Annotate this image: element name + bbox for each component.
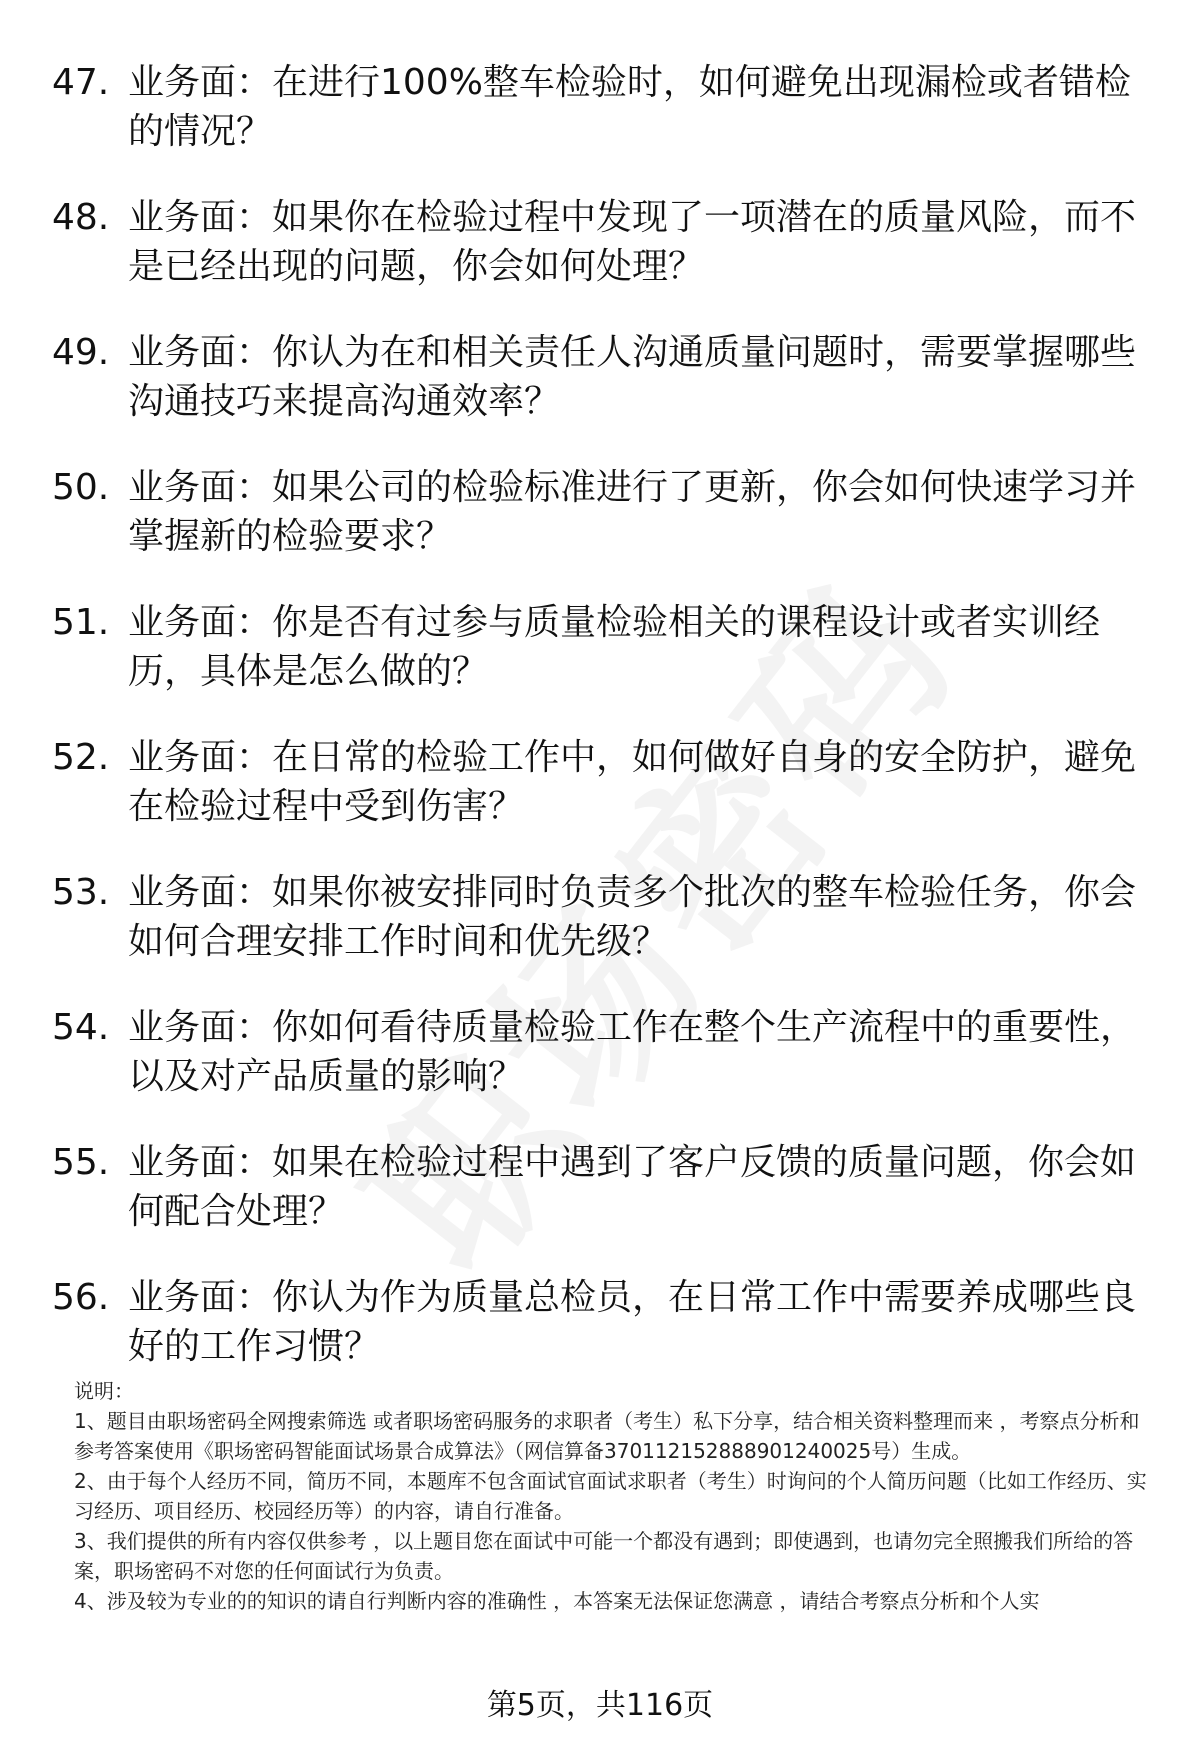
question-list xyxy=(52,58,1152,1408)
notes-section xyxy=(74,1376,1154,1616)
question-item xyxy=(52,58,1152,156)
question-text: 业务面：如果你在检验过程中发现了一项潜在的质量风险，而不是已经出现的问题，你会如何处理？ xyxy=(128,197,1137,287)
note-item: 2、由于每个人经历不同，简历不同，本题库不包含面试官面试求职者（考生）时询问的个人简历问题（比如工作经历、实习经历、项目经历、校园经历等）的内容，请自行准备。 xyxy=(74,1469,1147,1523)
question-item xyxy=(52,868,1152,966)
question-number: 54. xyxy=(52,1007,110,1048)
question-text: 业务面：在日常的检验工作中，如何做好自身的安全防护，避免在检验过程中受到伤害？ xyxy=(128,737,1137,827)
question-number: 49. xyxy=(52,332,110,373)
note-item: 3、我们提供的所有内容仅供参考 ，以上题目您在面试中可能一个都没有遇到；即使遇到，也请勿完全照搬我们所给的答案，职场密码不对您的任何面试行为负责。 xyxy=(74,1529,1134,1583)
page-footer: 第5页，共116页 xyxy=(486,1688,714,1723)
question-text: 业务面：如果你被安排同时负责多个批次的整车检验任务，你会如何合理安排工作时间和优先级？ xyxy=(128,872,1137,962)
question-item xyxy=(52,598,1152,696)
note-item: 1、题目由职场密码全网搜索筛选 或者职场密码服务的求职者（考生）私下分享，结合相关资料整理而来 ，考察点分析和参考答案使用《职场密码智能面试场景合成算法》（网信算备370112152888901240025号）生成。 xyxy=(74,1409,1140,1463)
question-item xyxy=(52,733,1152,831)
question-number: 56. xyxy=(52,1277,110,1318)
question-number: 51. xyxy=(52,602,110,643)
question-number: 53. xyxy=(52,872,110,913)
notes-title: 说明： xyxy=(74,1379,134,1403)
note-item: 4、涉及较为专业的的知识的请自行判断内容的准确性 ，本答案无法保证您满意 ，请结合考察点分析和个人实 xyxy=(74,1589,1040,1613)
question-item xyxy=(52,1138,1152,1236)
question-text: 业务面：你认为作为质量总检员，在日常工作中需要养成哪些良好的工作习惯？ xyxy=(128,1277,1137,1367)
question-item xyxy=(52,463,1152,561)
question-number: 52. xyxy=(52,737,110,778)
question-number: 55. xyxy=(52,1142,110,1183)
question-item xyxy=(52,193,1152,291)
question-text: 业务面：如果公司的检验标准进行了更新，你会如何快速学习并掌握新的检验要求？ xyxy=(128,467,1137,557)
question-number: 47. xyxy=(52,62,110,103)
question-text: 业务面：你认为在和相关责任人沟通质量问题时，需要掌握哪些沟通技巧来提高沟通效率？ xyxy=(128,332,1137,422)
question-text: 业务面：如果在检验过程中遇到了客户反馈的质量问题，你会如何配合处理？ xyxy=(128,1142,1137,1232)
question-text: 业务面：你如何看待质量检验工作在整个生产流程中的重要性，以及对产品质量的影响？ xyxy=(128,1007,1137,1097)
question-text: 业务面：你是否有过参与质量检验相关的课程设计或者实训经历，具体是怎么做的？ xyxy=(128,602,1101,692)
question-number: 48. xyxy=(52,197,110,238)
question-item xyxy=(52,1273,1152,1371)
question-text: 业务面：在进行100%整车检验时，如何避免出现漏检或者错检的情况？ xyxy=(128,62,1131,152)
question-item xyxy=(52,328,1152,426)
question-number: 50. xyxy=(52,467,110,508)
question-item xyxy=(52,1003,1152,1101)
